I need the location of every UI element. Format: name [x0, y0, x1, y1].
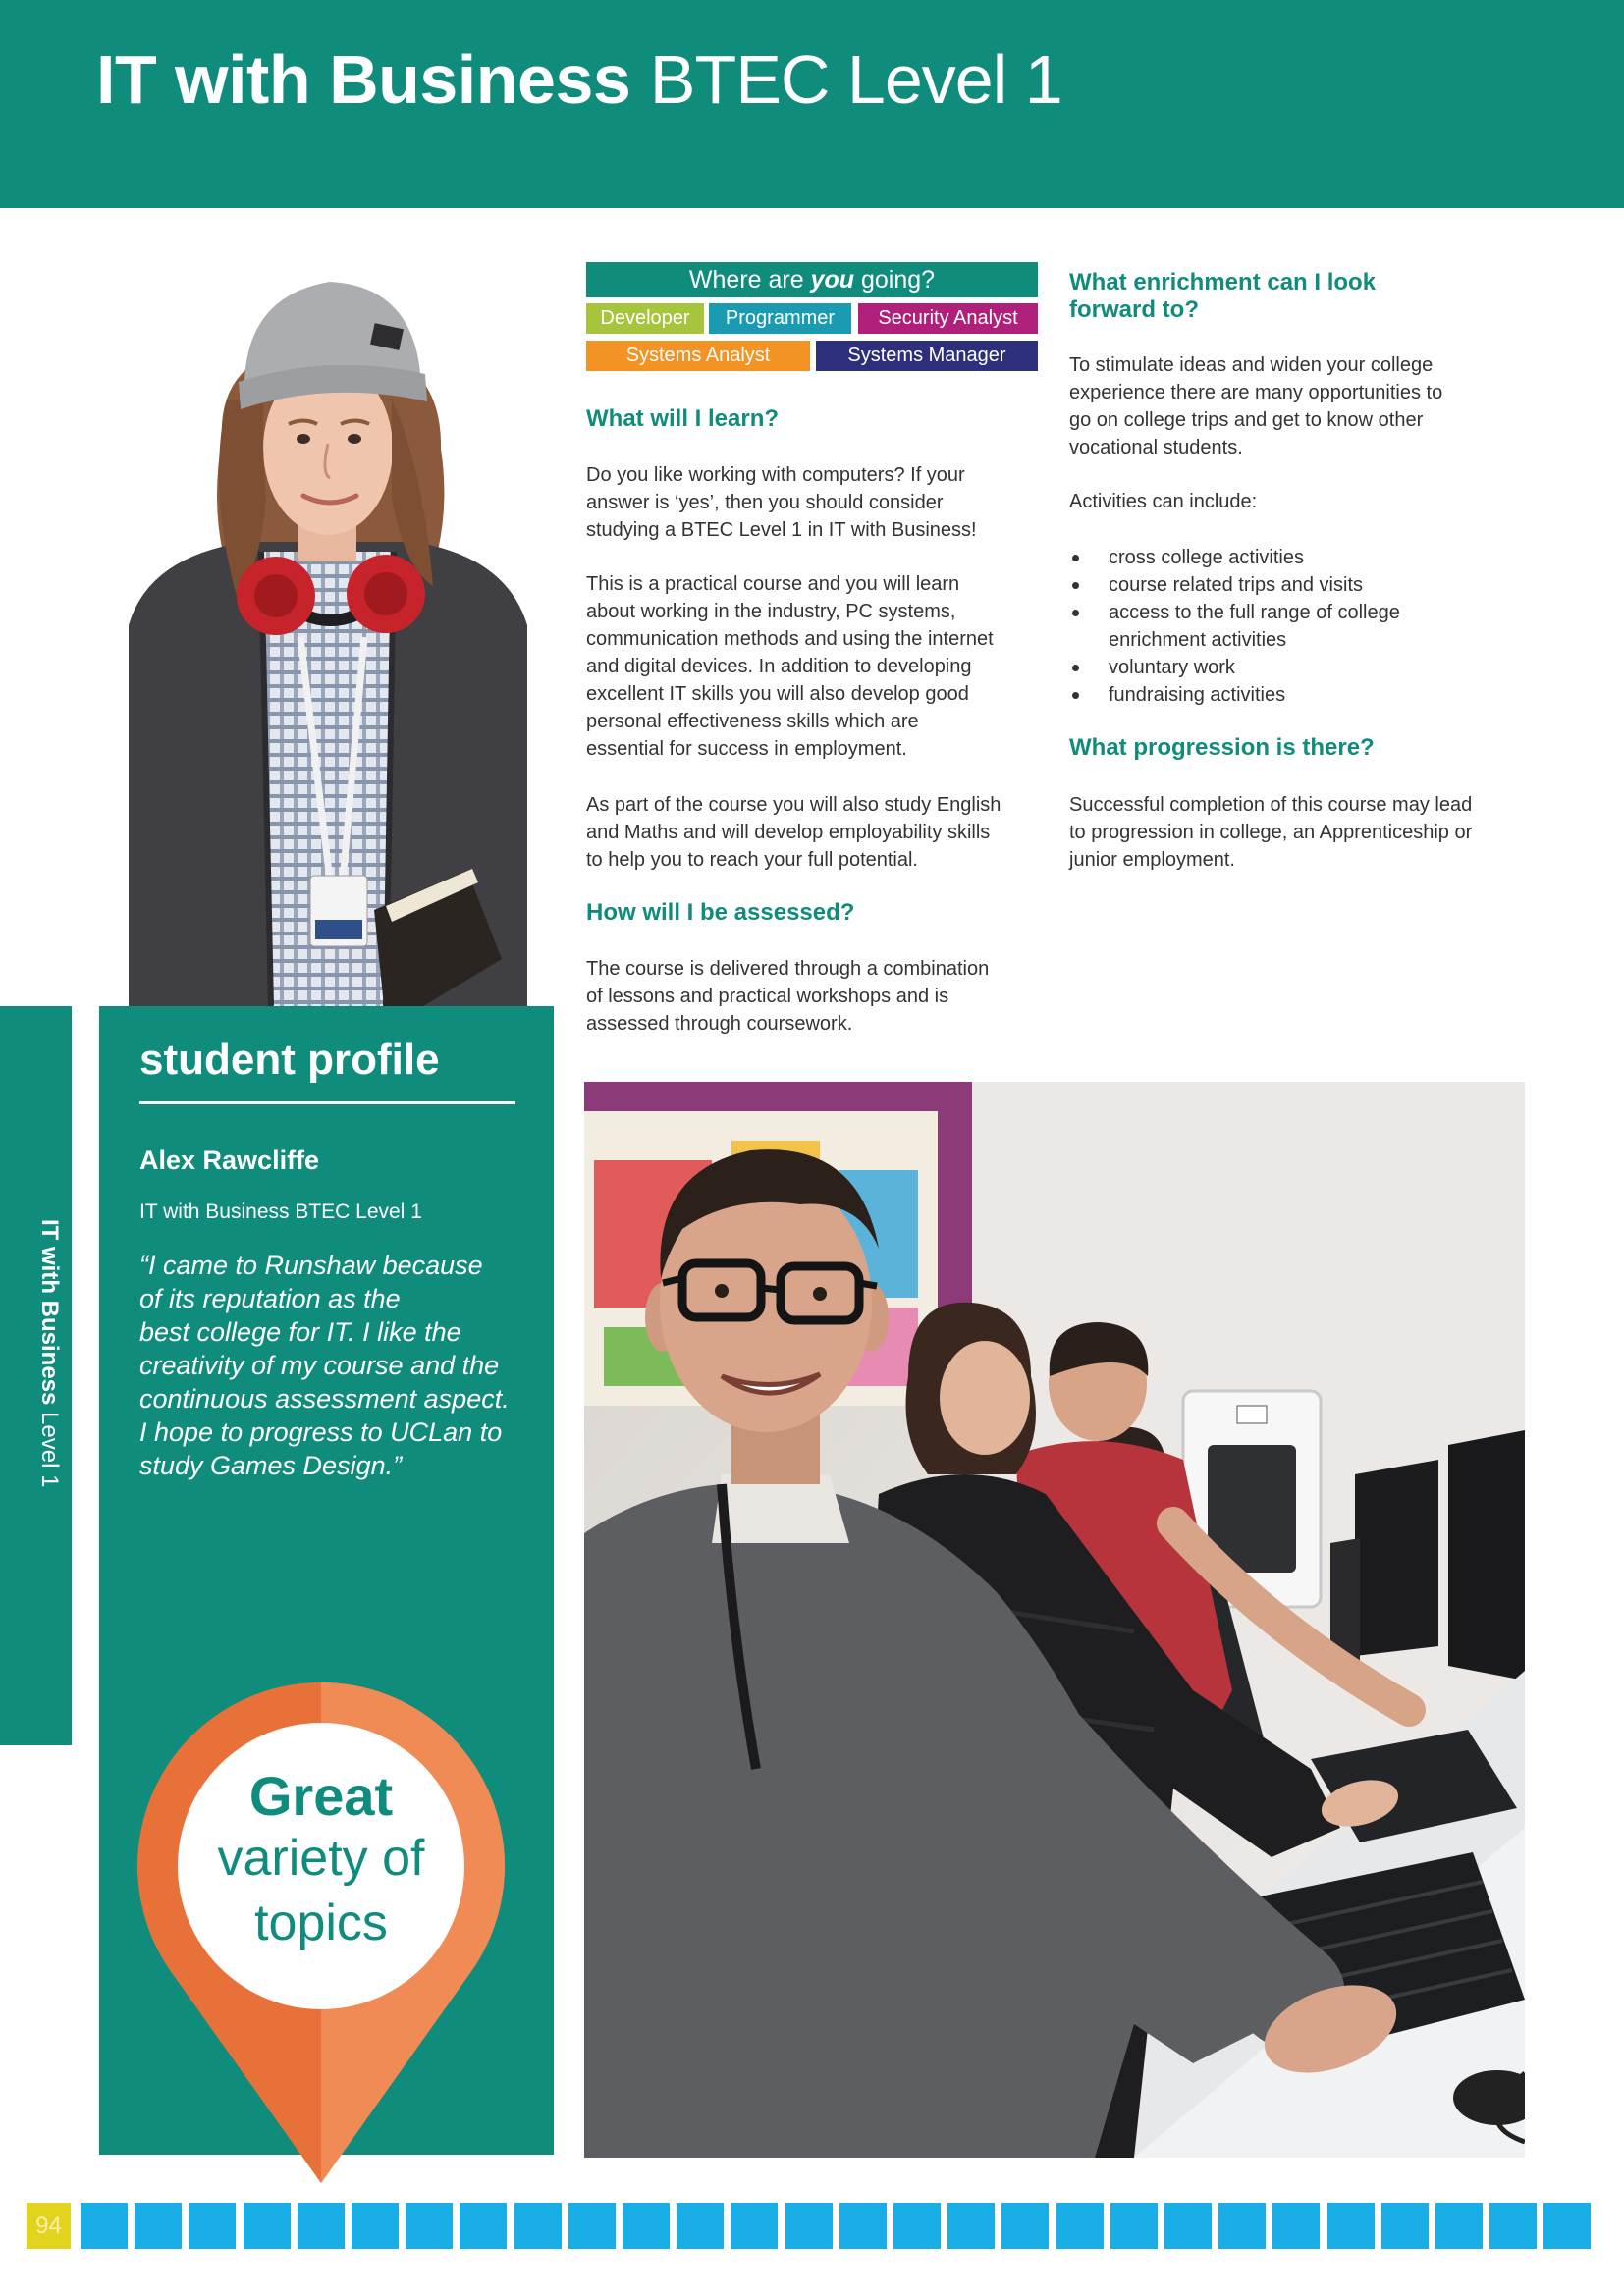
footer-square	[785, 2203, 833, 2249]
text-line: go on college trips and get to know other	[1069, 409, 1424, 431]
student-quote	[139, 1249, 510, 1482]
quote-line: of its reputation as the	[139, 1284, 401, 1313]
text-line: Successful completion of this course may lead	[1069, 794, 1473, 816]
footer-square	[568, 2203, 616, 2249]
text-line: essential for success in employment.	[586, 738, 907, 760]
footer-square	[731, 2203, 778, 2249]
footer-square	[460, 2203, 507, 2249]
footer-square	[81, 2203, 128, 2249]
learn-paragraph-2	[586, 570, 994, 763]
footer-square	[947, 2203, 995, 2249]
footer-square	[1381, 2203, 1429, 2249]
heading-line: forward to?	[1069, 296, 1199, 323]
progression-heading: What progression is there?	[1069, 734, 1375, 761]
footer-square	[1001, 2203, 1049, 2249]
page-title-light: BTEC Level 1	[649, 41, 1062, 118]
page-title-bold: IT with Business	[96, 41, 631, 118]
activity-text-line: fundraising activities	[1109, 684, 1286, 706]
side-tab-label-bold: IT with Business	[36, 1219, 63, 1406]
learn-paragraph-1	[586, 461, 977, 544]
careers-banner-suffix: going?	[861, 266, 936, 294]
footer-square	[1218, 2203, 1266, 2249]
text-line: experience there are many opportunities to	[1069, 382, 1443, 403]
activity-text-line: voluntary work	[1109, 657, 1235, 678]
page-header	[0, 0, 1624, 208]
footer-square	[1489, 2203, 1537, 2249]
text-line: personal effectiveness skills which are	[586, 711, 919, 732]
careers-banner-emphasis: you	[810, 266, 855, 294]
footer-square	[135, 2203, 182, 2249]
student-name: Alex Rawcliffe	[139, 1146, 320, 1175]
footer-square	[244, 2203, 291, 2249]
text-line: to help you to reach your full potential.	[586, 849, 918, 871]
assessment-heading: How will I be assessed?	[586, 899, 855, 926]
footer-square	[189, 2203, 236, 2249]
page-number: 94	[27, 2203, 71, 2249]
bullet-icon	[1072, 555, 1079, 561]
activity-item	[1069, 681, 1521, 709]
activity-item	[1069, 654, 1521, 681]
text-line: assessed through coursework.	[586, 1013, 853, 1035]
pin-text-great: Great	[248, 1765, 394, 1827]
quote-line: “I came to Runshaw because	[139, 1251, 483, 1280]
pin-text-variety: variety of	[217, 1830, 425, 1887]
assessment-paragraph	[586, 955, 989, 1038]
text-line: excellent IT skills you will also develop good	[586, 683, 969, 705]
learn-paragraph-3	[586, 791, 1001, 874]
text-line: To stimulate ideas and widen your college	[1069, 354, 1434, 376]
student-course: IT with Business BTEC Level 1	[139, 1201, 422, 1223]
footer-square	[1435, 2203, 1483, 2249]
quote-line: I hope to progress to UCLan to	[139, 1417, 503, 1447]
footer-square	[514, 2203, 562, 2249]
career-tag-systems-analyst: Systems Analyst	[586, 341, 810, 371]
footer-square	[1056, 2203, 1104, 2249]
text-line: communication methods and using the internet	[586, 628, 994, 650]
activity-text-line: cross college activities	[1109, 547, 1304, 568]
text-line: to progression in college, an Apprenticeship or	[1069, 822, 1473, 843]
footer-square	[1327, 2203, 1375, 2249]
activity-item	[1069, 571, 1521, 599]
career-tag-programmer: Programmer	[709, 303, 851, 334]
footer-square	[677, 2203, 724, 2249]
student-photo	[129, 272, 527, 1006]
quote-line: best college for IT. I like the	[139, 1317, 461, 1347]
quote-line: study Games Design.”	[139, 1451, 403, 1480]
bullet-icon	[1072, 692, 1079, 699]
text-line: This is a practical course and you will learn	[586, 573, 960, 595]
text-line: vocational students.	[1069, 437, 1243, 458]
activity-text-line: enrichment activities	[1109, 629, 1287, 651]
text-line: As part of the course you will also study English	[586, 794, 1001, 816]
student-profile-heading: student profile	[139, 1036, 440, 1084]
progression-paragraph	[1069, 791, 1472, 874]
text-line: about working in the industry, PC systems,	[586, 601, 956, 622]
page-title	[96, 41, 1062, 118]
activity-item	[1069, 544, 1521, 571]
activity-text-line: access to the full range of college	[1109, 602, 1400, 623]
activity-text-line: course related trips and visits	[1109, 574, 1364, 596]
text-line: The course is delivered through a combination	[586, 958, 990, 980]
text-line: of lessons and practical workshops and is	[586, 986, 949, 1007]
quote-line: continuous assessment aspect.	[139, 1384, 510, 1414]
activities-intro: Activities can include:	[1069, 491, 1258, 512]
text-line: and Maths and will develop employability skills	[586, 822, 991, 843]
text-line: junior employment.	[1069, 849, 1235, 871]
activity-item	[1069, 599, 1521, 654]
classroom-photo	[584, 1082, 1525, 2158]
bullet-icon	[1072, 610, 1079, 616]
footer-square	[298, 2203, 345, 2249]
text-line: studying a BTEC Level 1 in IT with Business!	[586, 519, 977, 541]
footer-square	[623, 2203, 670, 2249]
career-tag-systems-manager: Systems Manager	[816, 341, 1038, 371]
text-line: answer is ‘yes’, then you should consider	[586, 492, 944, 513]
text-line: Do you like working with computers? If your	[586, 464, 965, 486]
footer-square	[406, 2203, 453, 2249]
bullet-icon	[1072, 665, 1079, 671]
footer-square	[352, 2203, 399, 2249]
career-tag-developer: Developer	[586, 303, 704, 334]
footer-square	[1110, 2203, 1158, 2249]
career-tag-security-analyst: Security Analyst	[858, 303, 1038, 334]
bullet-icon	[1072, 582, 1079, 589]
footer-square	[1164, 2203, 1212, 2249]
careers-banner	[586, 262, 1038, 297]
footer-square	[1272, 2203, 1320, 2249]
footer-square	[839, 2203, 887, 2249]
side-tab-label-light: Level 1	[36, 1412, 63, 1488]
pin-text-topics: topics	[254, 1895, 388, 1951]
enrichment-paragraph	[1069, 351, 1442, 461]
student-profile-heading-rule	[139, 1101, 515, 1104]
footer-square	[1543, 2203, 1591, 2249]
careers-banner-prefix: Where are	[688, 266, 804, 294]
quote-line: creativity of my course and the	[139, 1351, 500, 1380]
footer-square	[893, 2203, 941, 2249]
heading-line: What enrichment can I look	[1069, 269, 1377, 295]
activities-list	[1069, 544, 1521, 709]
side-tab-label	[35, 1219, 63, 1487]
text-line: and digital devices. In addition to developing	[586, 656, 972, 677]
section-side-tab	[0, 1006, 72, 1745]
enrichment-heading	[1069, 269, 1376, 324]
learn-heading: What will I learn?	[586, 405, 780, 432]
